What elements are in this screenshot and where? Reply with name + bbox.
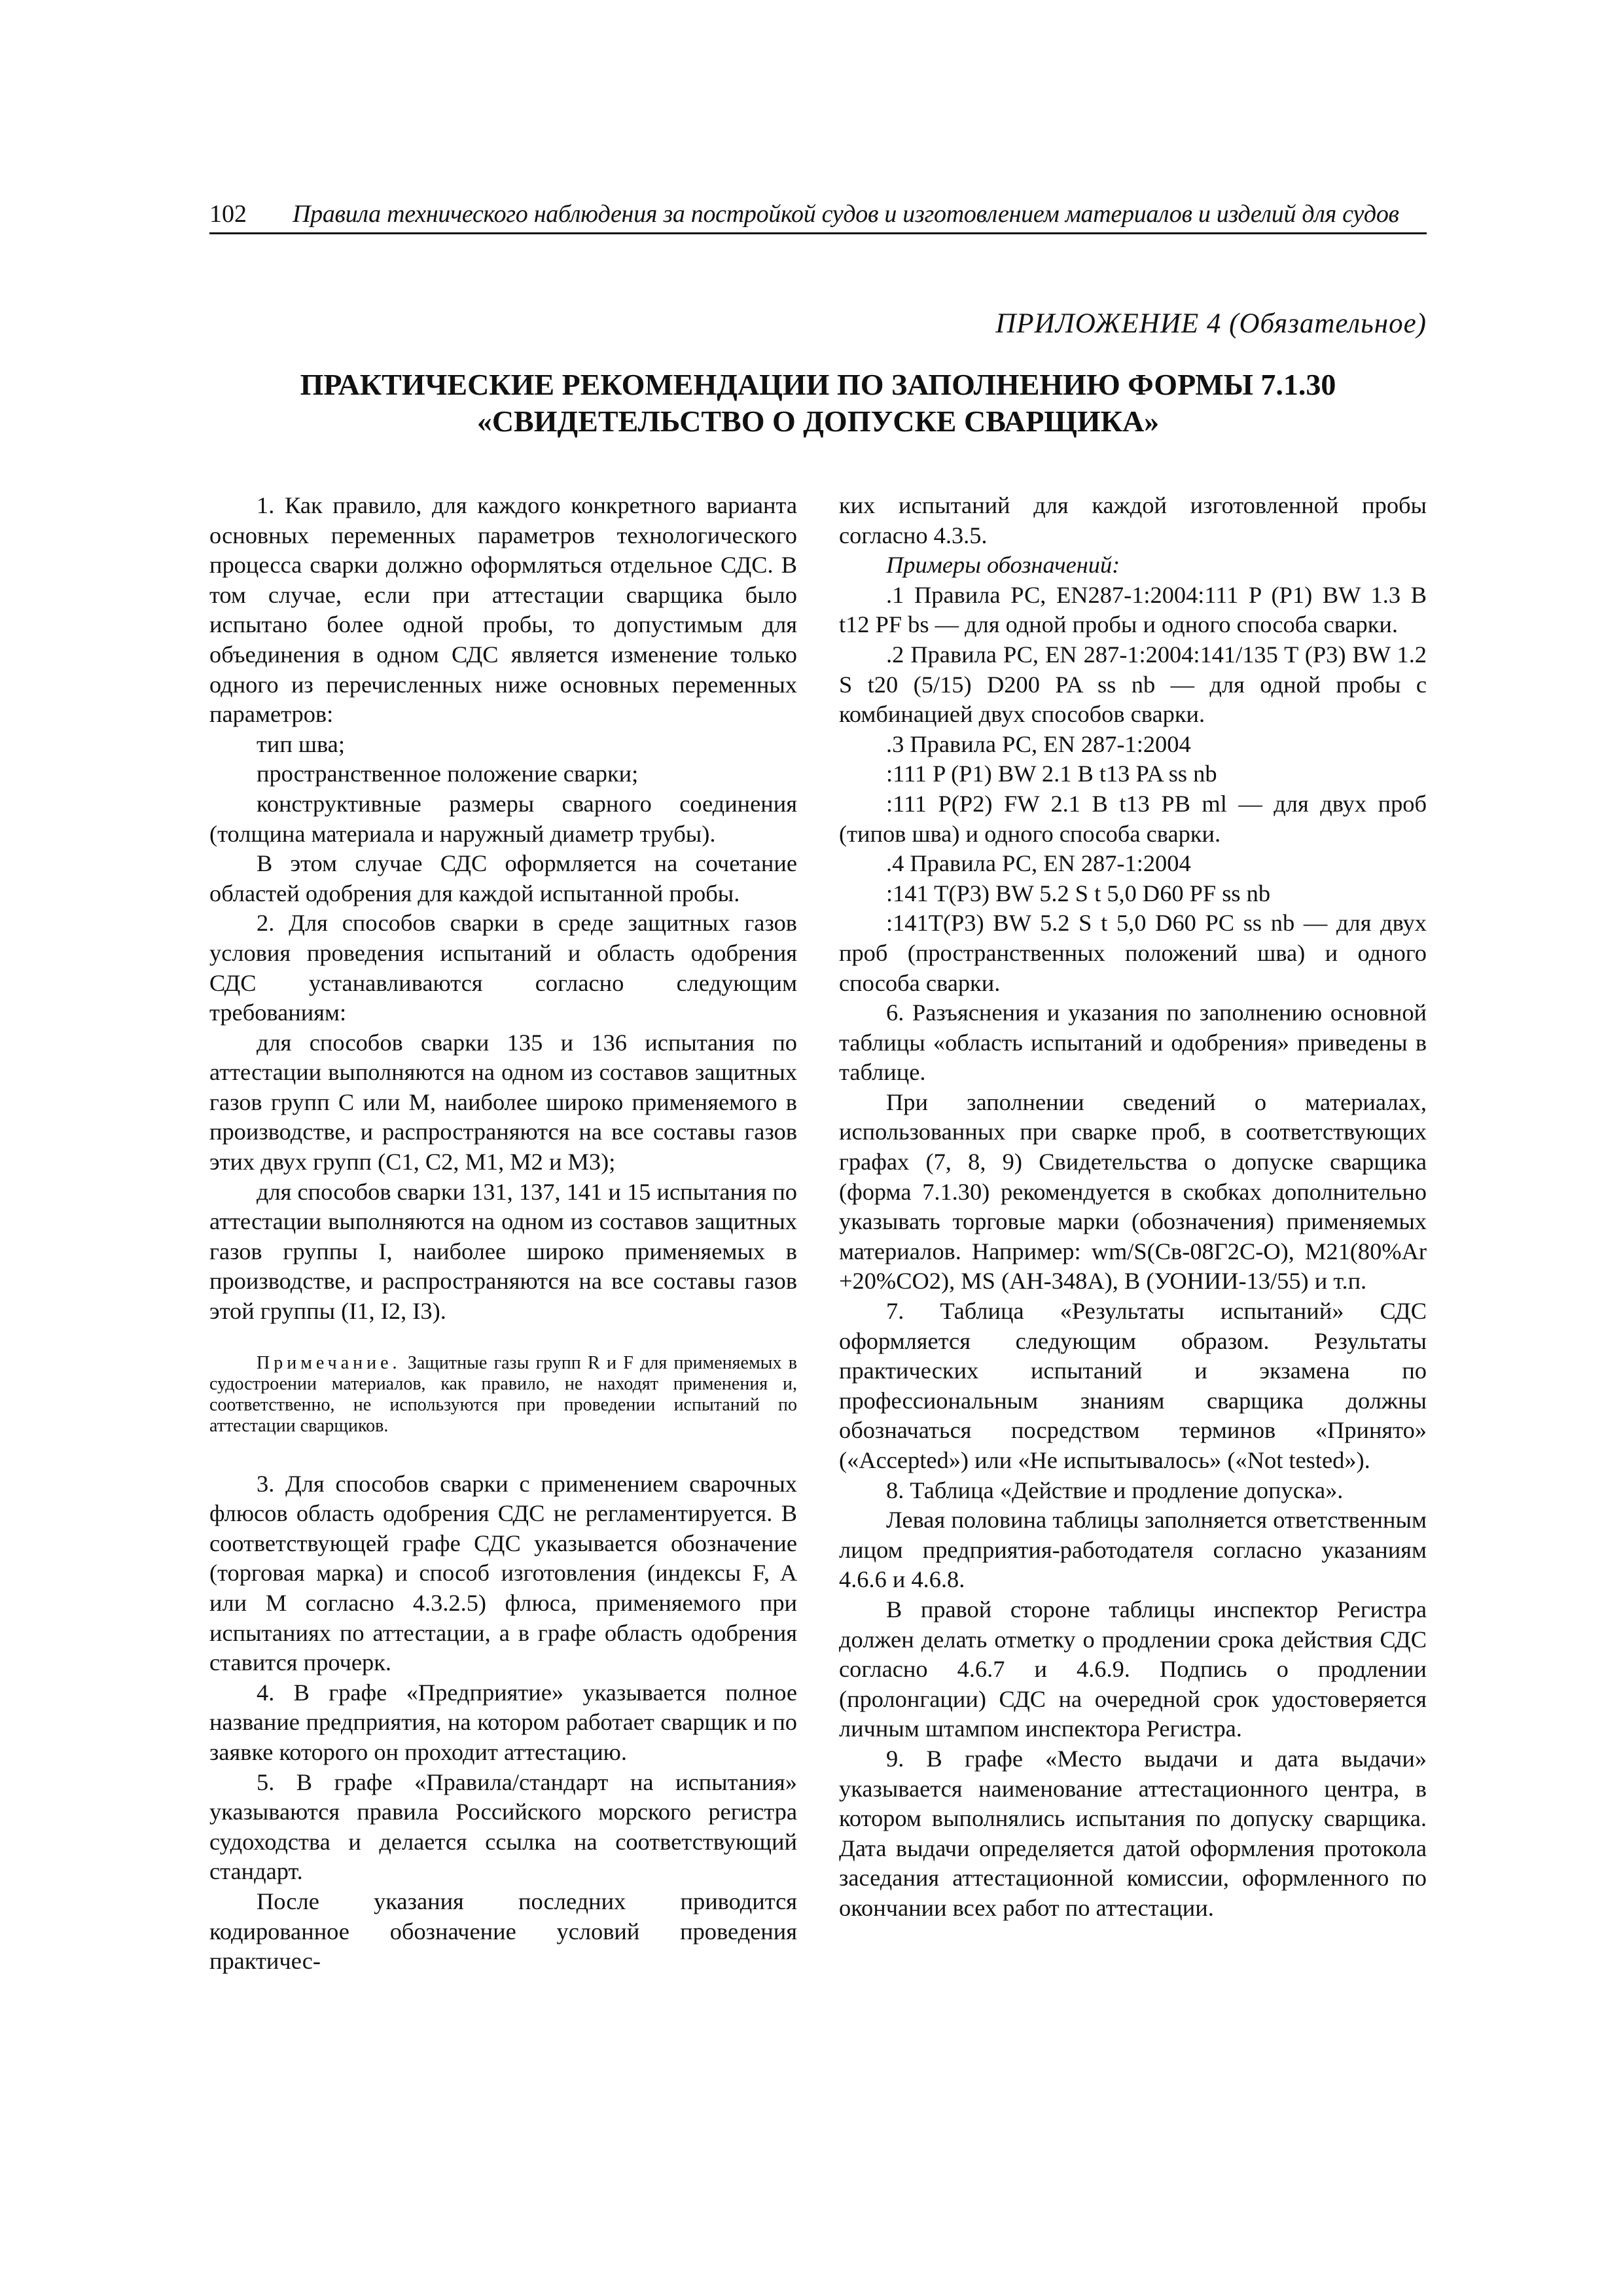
paragraph-6-materials: При заполнении сведений о материалах, использованных при сварке проб, в соответствующих графах (7, 8, 9) Свидетельства о допуске сварщика (форма 7.1.30) рекомендуется в скобках дополнительно указывать торговые марки (обозначения) применяемых материалов. Например: wm/S(Св-08Г2С-О), M21(80%Ar +20%CO2), MS (АН-348А), B (УОНИИ-13/55) и т.п. — [839, 1088, 1427, 1295]
paragraph-8: 8. Таблица «Действие и продление допуска». — [886, 1477, 1344, 1503]
paragraph-continuation: ких испытаний для каждой изготовленной пробы согласно 4.3.5. — [839, 492, 1427, 548]
note-text: Защитные газы групп R и F для применяемых в судостроении материалов, как правило, не находят применения и, соответственно, не используются при проведении испытаний по аттестации сварщиков. — [209, 1352, 797, 1436]
page-header — [209, 200, 1427, 234]
paragraph-6: 6. Разъяснения и указания по заполнению основной таблицы «область испытаний и одобрения» приведены в таблице. — [839, 999, 1427, 1086]
example-1: .1 Правила РС, EN287-1:2004:111 P (P1) BW 1.3 B t12 PF bs — для одной пробы и одного способа сварки. — [839, 581, 1427, 638]
note-label: Примечание. — [257, 1352, 401, 1373]
example-3: .3 Правила РС, EN 287-1:2004 — [886, 730, 1191, 757]
page-number: 102 — [209, 200, 247, 228]
paragraph-2-item-1: для способов сварки 135 и 136 испытания по аттестации выполняются на одном из составов защитных газов групп С или М, наиболее широко применяемого в производстве, и распространяются на все составы газов этих двух групп (С1, С2, М1, М2 и М3); — [209, 1029, 797, 1175]
paragraph-2-item-2: для способов сварки 131, 137, 141 и 15 испытания по аттестации выполняются на одном из составов защитных газов группы I, наиболее широко применяемых в производстве, и распространяются на все составы газов этой группы (I1, I2, I3). — [209, 1178, 797, 1325]
list-item-position: пространственное положение сварки; — [257, 761, 639, 787]
paragraph-4: 4. В графе «Предприятие» указывается полное название предприятия, на котором работает сварщик и по заявке которого он проходит аттестацию. — [209, 1679, 797, 1765]
example-4-b: :141T(P3) BW 5.2 S t 5,0 D60 PC ss nb — для двух проб (пространственных положений шва) и одного способа сварки. — [839, 910, 1427, 996]
example-2: .2 Правила РС, EN 287-1:2004:141/135 T (P3) BW 1.2 S t20 (5/15) D200 PA ss nb — для одной пробы с комбинацией двух способов сварки. — [839, 641, 1427, 728]
paragraph-9: 9. В графе «Место выдачи и дата выдачи» указывается наименование аттестационного центра, в котором выполнялись испытания по допуску сварщика. Дата выдачи определяется датой оформления протокола заседания аттестационной комиссии, оформленного по окончании всех работ по аттестации. — [839, 1745, 1427, 1921]
example-4: .4 Правила РС, EN 287-1:2004 — [886, 850, 1191, 877]
title-line-1: ПРАКТИЧЕСКИЕ РЕКОМЕНДАЦИИ ПО ЗАПОЛНЕНИЮ ФОРМЫ 7.1.30 — [300, 368, 1336, 401]
paragraph-2: 2. Для способов сварки в среде защитных газов условия проведения испытаний и область одобрения СДС устанавливаются согласно следующим требованиям: — [209, 910, 797, 1026]
example-3-b: :111 P(P2) FW 2.1 B t13 PB ml — для двух проб (типов шва) и одного способа сварки. — [839, 790, 1427, 847]
example-3-a: :111 P (P1) BW 2.1 B t13 PA ss nb — [886, 761, 1217, 787]
paragraph-1-tail: В этом случае СДС оформляется на сочетание областей одобрения для каждой испытанной пробы. — [209, 850, 797, 906]
examples-label: Примеры обозначений: — [886, 552, 1120, 579]
appendix-label: ПРИЛОЖЕНИЕ 4 (Обязательное) — [995, 308, 1427, 339]
paragraph-3: 3. Для способов сварки с применением сварочных флюсов область одобрения СДС не регламентируется. В соответствующей графе СДС указывается обозначение (торговая марка) и способ изготовления (индексы F, A или M согласно 4.3.2.5) флюса, применяемого при испытаниях по аттестации, а в графе область одобрения ставится прочерк. — [209, 1470, 797, 1676]
paragraph-1: 1. Как правило, для каждого конкретного варианта основных переменных параметров технологического процесса сварки должно оформляться отдельное СДС. В том случае, если при аттестации сварщика было испытано более одной пробы, то допустимым для объединения в одном СДС является изменение только одного из перечисленных ниже основных переменных параметров: — [209, 492, 797, 728]
document-title — [209, 367, 1427, 440]
paragraph-7: 7. Таблица «Результаты испытаний» СДС оформляется следующим образом. Результаты практических испытаний и экзамена по профессиональным знаниям сварщика должны обозначаться посредством терминов «Принято» («Accepted») или «Не испытывалось» («Not tested»). — [839, 1298, 1427, 1473]
right-column — [839, 491, 1427, 1924]
list-item-dimensions: конструктивные размеры сварного соединения (толщина материала и наружный диаметр трубы). — [209, 790, 797, 847]
example-4-a: :141 T(P3) BW 5.2 S t 5,0 D60 PF ss nb — [886, 880, 1271, 906]
note — [209, 1353, 797, 1437]
paragraph-8-left-half: Левая половина таблицы заполняется ответственным лицом предприятия-работодателя согласно указаниям 4.6.6 и 4.6.8. — [839, 1507, 1427, 1593]
running-title: Правила технического наблюдения за постройкой судов и изготовлением материалов и изделий для судов — [293, 200, 1399, 228]
paragraph-5: 5. В графе «Правила/стандарт на испытания» указываются правила Российского морского регистра судоходства и делается ссылка на соответствующий стандарт. — [209, 1768, 797, 1885]
title-line-2: «СВИДЕТЕЛЬСТВО О ДОПУСКЕ СВАРЩИКА» — [476, 404, 1160, 438]
paragraph-5-tail: После указания последних приводится кодированное обозначение условий проведения практичес- — [209, 1888, 797, 1975]
list-item-weld-type: тип шва; — [257, 730, 345, 757]
paragraph-8-right-half: В правой стороне таблицы инспектор Регистра должен делать отметку о продлении срока действия СДС согласно 4.6.7 и 4.6.9. Подпись о продлении (пролонгации) СДС на очередной срок удостоверяется личным штампом инспектора Регистра. — [839, 1596, 1427, 1742]
left-column — [209, 491, 797, 1977]
